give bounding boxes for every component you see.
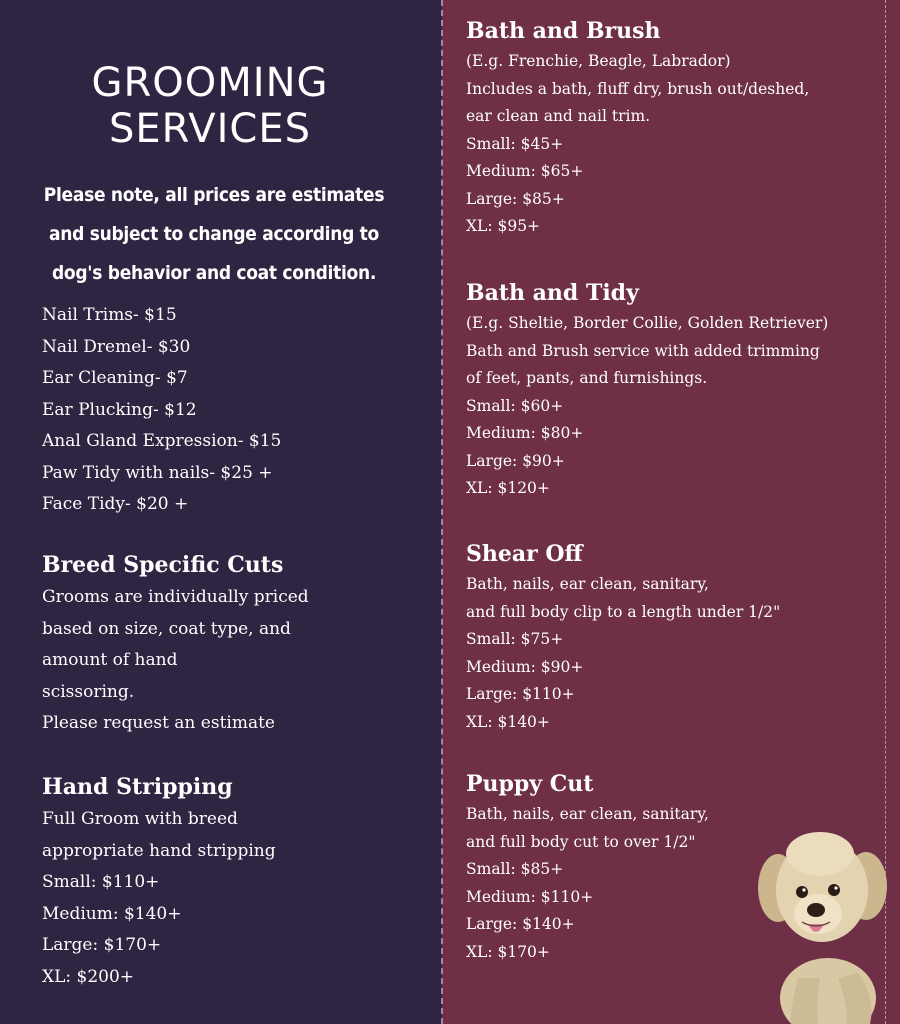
- list-item: Nail Trims- $15: [42, 305, 177, 325]
- puppy-cut-section: [466, 767, 709, 966]
- bath-tidy-section: [466, 276, 828, 503]
- page-title: [0, 60, 420, 152]
- price-line: Medium: $110+: [466, 887, 594, 906]
- section-text: Please request an estimate: [42, 713, 275, 733]
- price-line: Small: $75+: [466, 630, 564, 648]
- price-line: XL: $95+: [466, 217, 541, 235]
- section-heading: Bath and Tidy: [466, 280, 639, 306]
- section-heading: Bath and Brush: [466, 18, 661, 44]
- price-line: XL: $140+: [466, 712, 550, 731]
- section-text: of feet, pants, and furnishings.: [466, 369, 708, 387]
- bath-brush-section: [466, 14, 809, 241]
- section-text: amount of hand: [42, 650, 178, 670]
- price-line: XL: $120+: [466, 479, 550, 497]
- section-text: Full Groom with breed: [42, 809, 238, 829]
- price-line: Medium: $65+: [466, 162, 584, 180]
- section-text: scissoring.: [42, 681, 135, 702]
- section-text: Bath and Brush service with added trimming: [466, 341, 820, 360]
- service-list: [42, 300, 281, 521]
- section-heading: Hand Stripping: [42, 774, 233, 800]
- section-text: ear clean and nail trim.: [466, 107, 651, 125]
- list-item: Anal Gland Expression- $15: [42, 431, 282, 451]
- section-text: (E.g. Frenchie, Beagle, Labrador): [466, 52, 731, 70]
- hand-stripping-section: [42, 770, 276, 993]
- section-text: based on size, coat type, and: [42, 618, 291, 639]
- price-line: Small: $45+: [466, 134, 564, 153]
- price-note: [24, 176, 404, 293]
- note-line: dog's behavior and coat condition.: [51, 262, 377, 284]
- note-line: Please note, all prices are estimates: [43, 184, 385, 206]
- section-heading: Shear Off: [466, 541, 583, 567]
- price-line: Medium: $140+: [42, 903, 182, 924]
- price-line: Medium: $90+: [466, 657, 584, 676]
- section-text: Bath, nails, ear clean, sanitary,: [466, 575, 709, 593]
- dog-photo-icon: [758, 828, 888, 1024]
- list-item: Face Tidy- $20 +: [42, 494, 189, 514]
- price-line: Small: $60+: [466, 396, 564, 415]
- price-line: Large: $140+: [466, 915, 575, 933]
- list-item: Paw Tidy with nails- $25 +: [42, 462, 273, 483]
- price-line: Small: $85+: [466, 860, 564, 878]
- shear-off-section: [466, 537, 780, 736]
- section-text: and full body cut to over 1/2": [466, 832, 696, 851]
- section-heading: Puppy Cut: [466, 771, 594, 797]
- price-line: Large: $170+: [42, 935, 162, 955]
- title-line-2: SERVICES: [108, 106, 312, 152]
- price-line: XL: $200+: [42, 966, 135, 987]
- list-item: Ear Cleaning- $7: [42, 368, 188, 388]
- section-text: Includes a bath, fluff dry, brush out/deshed,: [466, 79, 810, 98]
- section-text: Grooms are individually priced: [42, 587, 309, 607]
- section-text: appropriate hand stripping: [42, 840, 276, 861]
- price-line: Large: $110+: [466, 685, 575, 703]
- title-line-1: GROOMING: [91, 60, 329, 106]
- price-line: Large: $90+: [466, 451, 565, 470]
- price-line: XL: $170+: [466, 942, 550, 961]
- dashed-divider: [441, 0, 443, 1024]
- section-text: (E.g. Sheltie, Border Collie, Golden Retriever): [466, 314, 829, 332]
- price-line: Medium: $80+: [466, 424, 584, 442]
- section-heading: Breed Specific Cuts: [42, 552, 284, 578]
- note-line: and subject to change according to: [49, 223, 379, 245]
- list-item: Nail Dremel- $30: [42, 336, 191, 357]
- list-item: Ear Plucking- $12: [42, 399, 197, 420]
- price-line: Small: $110+: [42, 872, 160, 892]
- breed-specific-section: [42, 548, 309, 740]
- section-text: and full body clip to a length under 1/2": [466, 602, 781, 621]
- section-text: Bath, nails, ear clean, sanitary,: [466, 805, 709, 823]
- price-line: Large: $85+: [466, 189, 565, 208]
